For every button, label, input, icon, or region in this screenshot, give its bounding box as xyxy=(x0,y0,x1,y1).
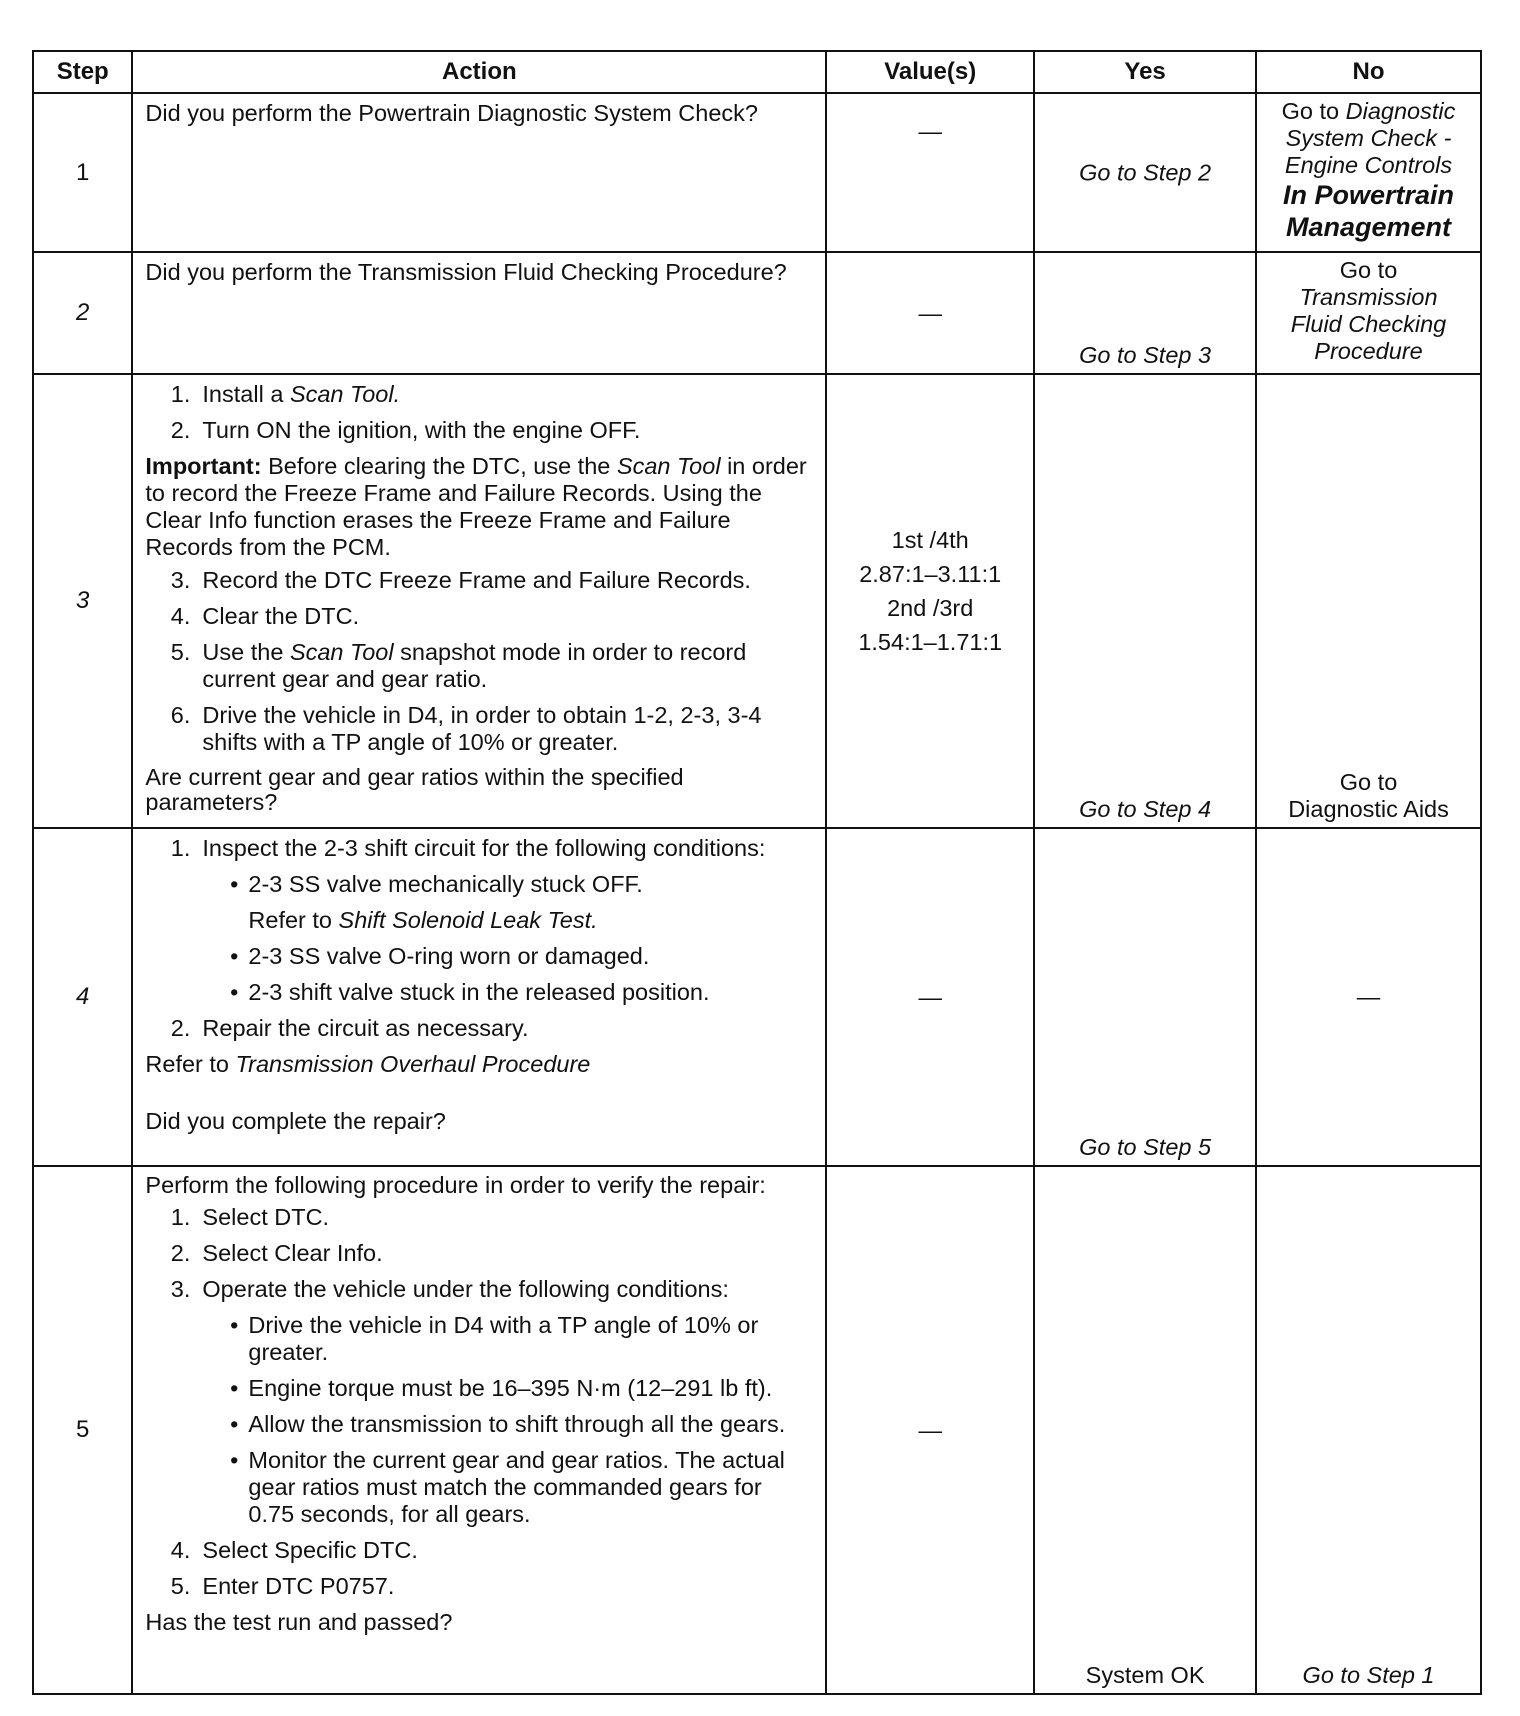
list-item: 3. Record the DTC Freeze Frame and Failure Records. xyxy=(170,567,751,593)
bullet-item: • 2-3 SS valve O-ring worn or damaged. xyxy=(230,943,650,969)
yes-cell xyxy=(1034,252,1256,374)
action-question: Are current gear and gear ratios within the specified parameters? xyxy=(145,764,684,815)
list-item: 2. Turn ON the ignition, with the engine OFF. xyxy=(170,417,641,443)
action-question: Did you complete the repair? xyxy=(145,1108,446,1134)
bullet-item: • Allow the transmission to shift through all the gears. xyxy=(230,1411,786,1437)
diagnostic-table xyxy=(32,50,1482,1695)
no-cell xyxy=(1256,93,1481,252)
header-yes: Yes xyxy=(1034,51,1256,93)
header-no: No xyxy=(1256,51,1481,93)
value-cell xyxy=(826,374,1034,828)
value-cell xyxy=(826,252,1034,374)
list-item: 5. Enter DTC P0757. xyxy=(170,1573,395,1599)
header-action: Action xyxy=(132,51,826,93)
important-note: Important: Before clearing the DTC, use the Scan Tool in order to record the Freeze Frame and Failure Records. Using the Clear Info function erases the Freeze Frame and Failure Records from the PCM. xyxy=(145,453,807,560)
yes-link[interactable]: Go to Step 4 xyxy=(1079,796,1212,822)
no-cell xyxy=(1256,1166,1481,1694)
value-cell xyxy=(826,93,1034,252)
list-item: 6. Drive the vehicle in D4, in order to obtain 1-2, 2-3, 3-4 shifts with a TP angle of 10% or greater. xyxy=(170,702,762,755)
bullet-item: • 2-3 shift valve stuck in the released position. xyxy=(230,979,710,1005)
no-link[interactable]: Go to Step 1 xyxy=(1302,1662,1435,1688)
no-cell xyxy=(1256,252,1481,374)
refer-note: Refer to Transmission Overhaul Procedure xyxy=(145,1051,591,1077)
value-text: — xyxy=(918,118,942,144)
value-text: 1st /4th xyxy=(891,527,969,553)
yes-cell xyxy=(1034,1166,1256,1694)
action-cell xyxy=(132,828,826,1166)
step-number: 2 xyxy=(33,252,132,374)
table-row xyxy=(33,93,1481,252)
list-item: 3. Operate the vehicle under the following conditions: xyxy=(170,1276,729,1302)
action-cell xyxy=(132,93,826,252)
value-cell xyxy=(826,1166,1034,1694)
header-row xyxy=(33,51,1481,93)
value-text: — xyxy=(918,299,942,326)
bullet-item: • Drive the vehicle in D4 with a TP angle of 10% or greater. xyxy=(230,1312,759,1365)
list-item: 4. Clear the DTC. xyxy=(170,603,360,629)
yes-text: System OK xyxy=(1085,1662,1205,1688)
table-row xyxy=(33,374,1481,828)
no-cell xyxy=(1256,828,1481,1166)
action-cell xyxy=(132,252,826,374)
yes-link[interactable]: Go to Step 2 xyxy=(1079,159,1212,185)
bullet-item: • 2-3 SS valve mechanically stuck OFF. xyxy=(230,871,643,897)
bullet-item: • Monitor the current gear and gear ratios. The actual gear ratios must match the commanded gears for 0.75 seconds, for all gears. xyxy=(230,1447,785,1527)
table-row xyxy=(33,828,1481,1166)
action-question: Did you perform the Transmission Fluid Checking Procedure? xyxy=(145,259,787,285)
action-cell xyxy=(132,1166,826,1694)
no-link[interactable]: Go to Transmission Fluid Checking Procedure xyxy=(1290,257,1447,364)
action-question: Did you perform the Powertrain Diagnostic System Check? xyxy=(145,100,758,126)
yes-link[interactable]: Go to Step 3 xyxy=(1079,342,1212,368)
step-number: 3 xyxy=(33,374,132,828)
list-item: 5. Use the Scan Tool snapshot mode in order to record current gear and gear ratio. xyxy=(170,639,747,692)
yes-cell xyxy=(1034,93,1256,252)
value-cell xyxy=(826,828,1034,1166)
no-text: — xyxy=(1356,983,1381,1010)
no-link[interactable]: Go to Diagnostic Aids xyxy=(1288,769,1449,822)
value-text: — xyxy=(918,1416,942,1443)
step-number: 1 xyxy=(33,93,132,252)
value-text: — xyxy=(918,983,942,1010)
bullet-item: • Engine torque must be 16–395 N·m (12–291 lb ft). xyxy=(230,1375,773,1401)
table-row xyxy=(33,252,1481,374)
header-step: Step xyxy=(33,51,132,93)
list-item: 2. Select Clear Info. xyxy=(170,1240,383,1266)
table-row xyxy=(33,1166,1481,1694)
list-item: 2. Repair the circuit as necessary. xyxy=(170,1015,529,1041)
step-number: 5 xyxy=(33,1166,132,1694)
value-text: 1.54:1–1.71:1 xyxy=(858,629,1003,655)
yes-cell xyxy=(1034,828,1256,1166)
intro-text: Perform the following procedure in order to verify the repair: xyxy=(145,1172,766,1198)
no-cell xyxy=(1256,374,1481,828)
value-text: 2nd /3rd xyxy=(887,595,974,621)
header-values: Value(s) xyxy=(826,51,1034,93)
action-cell xyxy=(132,374,826,828)
list-item: 1. Install a Scan Tool. xyxy=(170,381,401,407)
no-link[interactable]: Go to Diagnostic System Check - Engine Controls In Powertrain Management xyxy=(1281,98,1456,242)
action-question: Has the test run and passed? xyxy=(145,1609,453,1635)
yes-link[interactable]: Go to Step 5 xyxy=(1079,1134,1212,1160)
list-item: 4. Select Specific DTC. xyxy=(170,1537,418,1563)
value-text: 2.87:1–3.11:1 xyxy=(859,561,1002,587)
step-number: 4 xyxy=(33,828,132,1166)
list-item: 1. Inspect the 2-3 shift circuit for the following conditions: xyxy=(170,835,766,861)
refer-note: Refer to Shift Solenoid Leak Test. xyxy=(248,907,598,933)
list-item: 1. Select DTC. xyxy=(170,1204,330,1230)
yes-cell xyxy=(1034,374,1256,828)
